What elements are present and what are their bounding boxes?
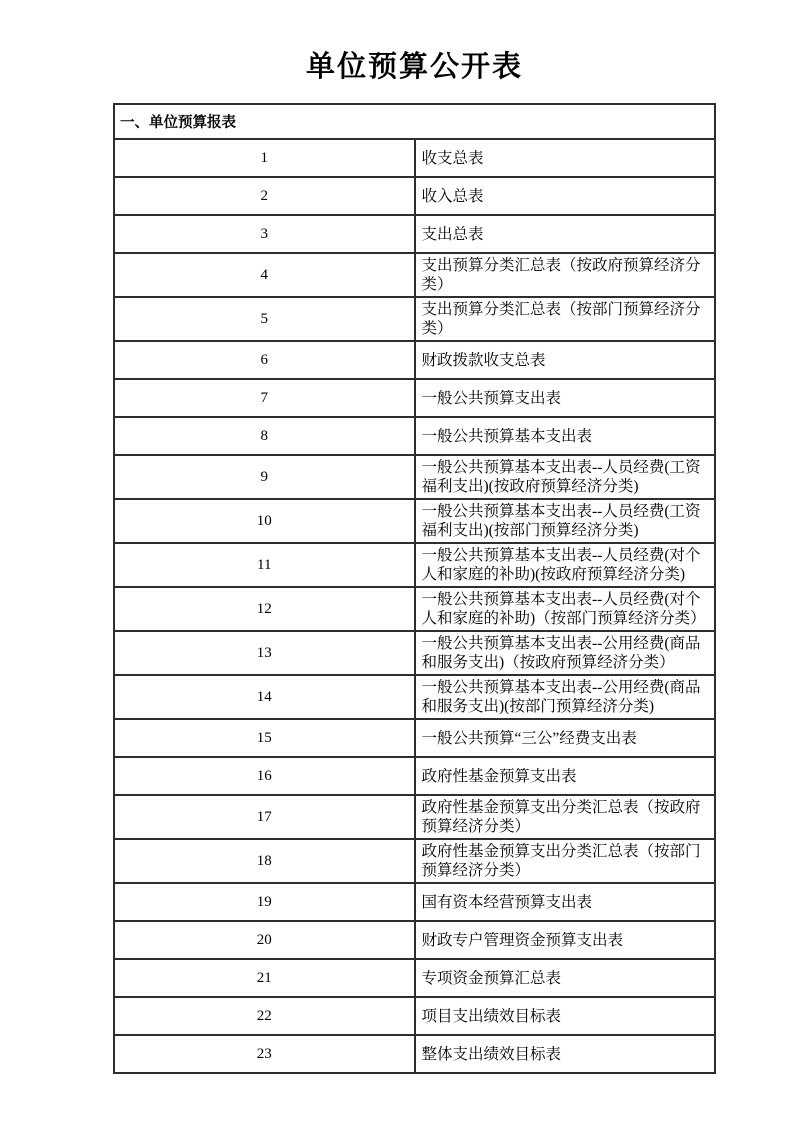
table-row [114, 499, 715, 543]
section-header: 一、单位预算报表 [114, 104, 715, 139]
table-row [114, 215, 715, 253]
table-row [114, 379, 715, 417]
table-row [114, 543, 715, 587]
table-row [114, 675, 715, 719]
table-row [114, 883, 715, 921]
row-number: 6 [114, 341, 415, 379]
table-row [114, 757, 715, 795]
row-name: 收支总表 [415, 139, 716, 177]
row-name: 一般公共预算基本支出表 [415, 417, 716, 455]
row-number: 9 [114, 455, 415, 499]
row-number: 5 [114, 297, 415, 341]
table-row [114, 587, 715, 631]
table-row [114, 719, 715, 757]
table-row [114, 921, 715, 959]
row-number: 19 [114, 883, 415, 921]
row-name: 支出预算分类汇总表（按政府预算经济分类） [415, 253, 716, 297]
row-number: 7 [114, 379, 415, 417]
row-number: 2 [114, 177, 415, 215]
row-name: 整体支出绩效目标表 [415, 1035, 716, 1073]
row-name: 政府性基金预算支出分类汇总表（按政府预算经济分类） [415, 795, 716, 839]
row-name: 一般公共预算基本支出表--公用经费(商品和服务支出)(按部门预算经济分类) [415, 675, 716, 719]
row-name: 政府性基金预算支出分类汇总表（按部门预算经济分类） [415, 839, 716, 883]
row-name: 一般公共预算基本支出表--公用经费(商品和服务支出)（按政府预算经济分类） [415, 631, 716, 675]
row-number: 18 [114, 839, 415, 883]
row-number: 11 [114, 543, 415, 587]
row-number: 21 [114, 959, 415, 997]
row-name: 一般公共预算基本支出表--人员经费(对个人和家庭的补助)(按政府预算经济分类) [415, 543, 716, 587]
table-row [114, 1035, 715, 1073]
row-name: 一般公共预算支出表 [415, 379, 716, 417]
row-number: 8 [114, 417, 415, 455]
section-header-row [114, 104, 715, 139]
row-name: 一般公共预算基本支出表--人员经费(工资福利支出)(按政府预算经济分类) [415, 455, 716, 499]
table-row [114, 417, 715, 455]
row-number: 3 [114, 215, 415, 253]
table-row [114, 997, 715, 1035]
row-number: 20 [114, 921, 415, 959]
row-number: 12 [114, 587, 415, 631]
row-name: 收入总表 [415, 177, 716, 215]
row-number: 1 [114, 139, 415, 177]
table-row [114, 959, 715, 997]
row-number: 4 [114, 253, 415, 297]
table-row [114, 341, 715, 379]
table-row [114, 253, 715, 297]
table-row [114, 839, 715, 883]
table-row [114, 631, 715, 675]
page-title: 单位预算公开表 [305, 51, 523, 83]
budget-table-container [113, 103, 716, 1074]
row-number: 14 [114, 675, 415, 719]
table-row [114, 139, 715, 177]
table-row [114, 795, 715, 839]
table-row [114, 177, 715, 215]
row-name: 项目支出绩效目标表 [415, 997, 716, 1035]
row-number: 23 [114, 1035, 415, 1073]
row-number: 13 [114, 631, 415, 675]
row-number: 22 [114, 997, 415, 1035]
row-name: 一般公共预算“三公”经费支出表 [415, 719, 716, 757]
row-name: 一般公共预算基本支出表--人员经费(工资福利支出)(按部门预算经济分类) [415, 499, 716, 543]
row-name: 专项资金预算汇总表 [415, 959, 716, 997]
row-name: 支出预算分类汇总表（按部门预算经济分类） [415, 297, 716, 341]
row-name: 支出总表 [415, 215, 716, 253]
row-number: 17 [114, 795, 415, 839]
row-number: 15 [114, 719, 415, 757]
row-number: 16 [114, 757, 415, 795]
budget-table [113, 103, 716, 1074]
row-number: 10 [114, 499, 415, 543]
budget-table-body [114, 104, 715, 1073]
row-name: 财政拨款收支总表 [415, 341, 716, 379]
row-name: 财政专户管理资金预算支出表 [415, 921, 716, 959]
row-name: 国有资本经营预算支出表 [415, 883, 716, 921]
row-name: 一般公共预算基本支出表--人员经费(对个人和家庭的补助)（按部门预算经济分类） [415, 587, 716, 631]
table-row [114, 455, 715, 499]
table-row [114, 297, 715, 341]
row-name: 政府性基金预算支出表 [415, 757, 716, 795]
